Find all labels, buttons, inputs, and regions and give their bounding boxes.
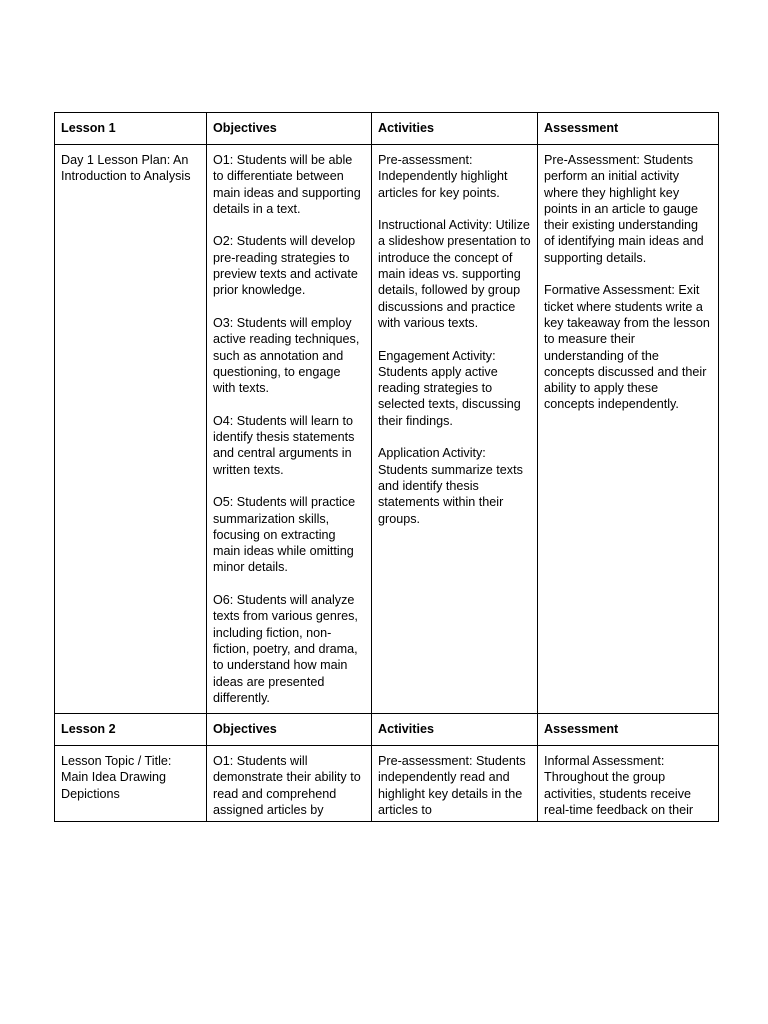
assessment-pre: Pre-Assessment: Students perform an initial activity where they highlight key points in an article to gauge their existing understanding of identifying main ideas and supporting details. [544, 153, 704, 265]
activity-pre-assessment: Pre-assessment: Independently highlight articles for key points. [378, 153, 508, 200]
lesson1-header-assessment: Assessment [538, 113, 719, 145]
lesson-plan-table [54, 112, 719, 822]
lesson1-assessment-cell [538, 145, 719, 714]
lesson1-header-objectives: Objectives [207, 113, 372, 145]
lesson2-header-objectives: Objectives [207, 714, 372, 746]
objective-o4: O4: Students will learn to identify thesis statements and central arguments in written texts. [213, 413, 355, 477]
assessment-formative: Formative Assessment: Exit ticket where students write a key takeaway from the lesson to measure their understanding of the concepts discussed and their ability to apply these concepts independently. [544, 283, 710, 412]
lesson2-objectives-cell [207, 746, 372, 822]
lesson1-activities-cell [372, 145, 538, 714]
lesson1-header-row [55, 113, 719, 145]
objective-o5: O5: Students will practice summarization skills, focusing on extracting main ideas while omitting minor details. [213, 495, 356, 575]
lesson2-objective-o1: O1: Students will demonstrate their ability to read and comprehend assigned articles by [213, 754, 361, 817]
lesson1-title-cell [55, 145, 207, 714]
lesson2-content-row [55, 746, 719, 822]
objective-o6: O6: Students will analyze texts from various genres, including fiction, non-fiction, poetry, and drama, to understand how main ideas are presented differently. [213, 593, 358, 705]
activity-application: Application Activity: Students summarize texts and identify thesis statements within their groups. [378, 446, 523, 526]
lesson2-header-row [55, 714, 719, 746]
lesson2-header-activities: Activities [372, 714, 538, 746]
objective-o3: O3: Students will employ active reading techniques, such as annotation and questioning, to engage with texts. [213, 315, 360, 396]
objective-o2: O2: Students will develop pre-reading strategies to preview texts and activate prior knowledge. [213, 234, 358, 298]
activity-engagement: Engagement Activity: Students apply active reading strategies to selected texts, discussing their findings. [378, 348, 521, 428]
lesson2-header-assessment: Assessment [538, 714, 719, 746]
lesson2-assessment-informal: Informal Assessment: Throughout the group activities, students receive real-time feedback on their [544, 754, 694, 817]
lesson1-header-activities: Activities [372, 113, 538, 145]
lesson2-activity-pre-assessment: Pre-assessment: Students independently read and highlight key details in the articles to [378, 754, 526, 817]
lesson2-activities-cell [372, 746, 538, 822]
activity-instructional: Instructional Activity: Utilize a slideshow presentation to introduce the concept of main ideas vs. supporting details, followed by group discussions and practice with various texts. [378, 218, 531, 330]
lesson1-objectives-cell [207, 145, 372, 714]
objective-o1: O1: Students will be able to differentiate between main ideas and supporting details in a text. [213, 153, 361, 216]
lesson2-header-lesson: Lesson 2 [55, 714, 207, 746]
lesson1-header-lesson: Lesson 1 [55, 113, 207, 145]
lesson1-content-row [55, 145, 719, 714]
lesson2-title: Lesson Topic / Title: Main Idea Drawing Depictions [61, 754, 172, 801]
lesson1-title: Day 1 Lesson Plan: An Introduction to Analysis [61, 153, 191, 184]
lesson2-title-cell [55, 746, 207, 822]
lesson2-assessment-cell [538, 746, 719, 822]
